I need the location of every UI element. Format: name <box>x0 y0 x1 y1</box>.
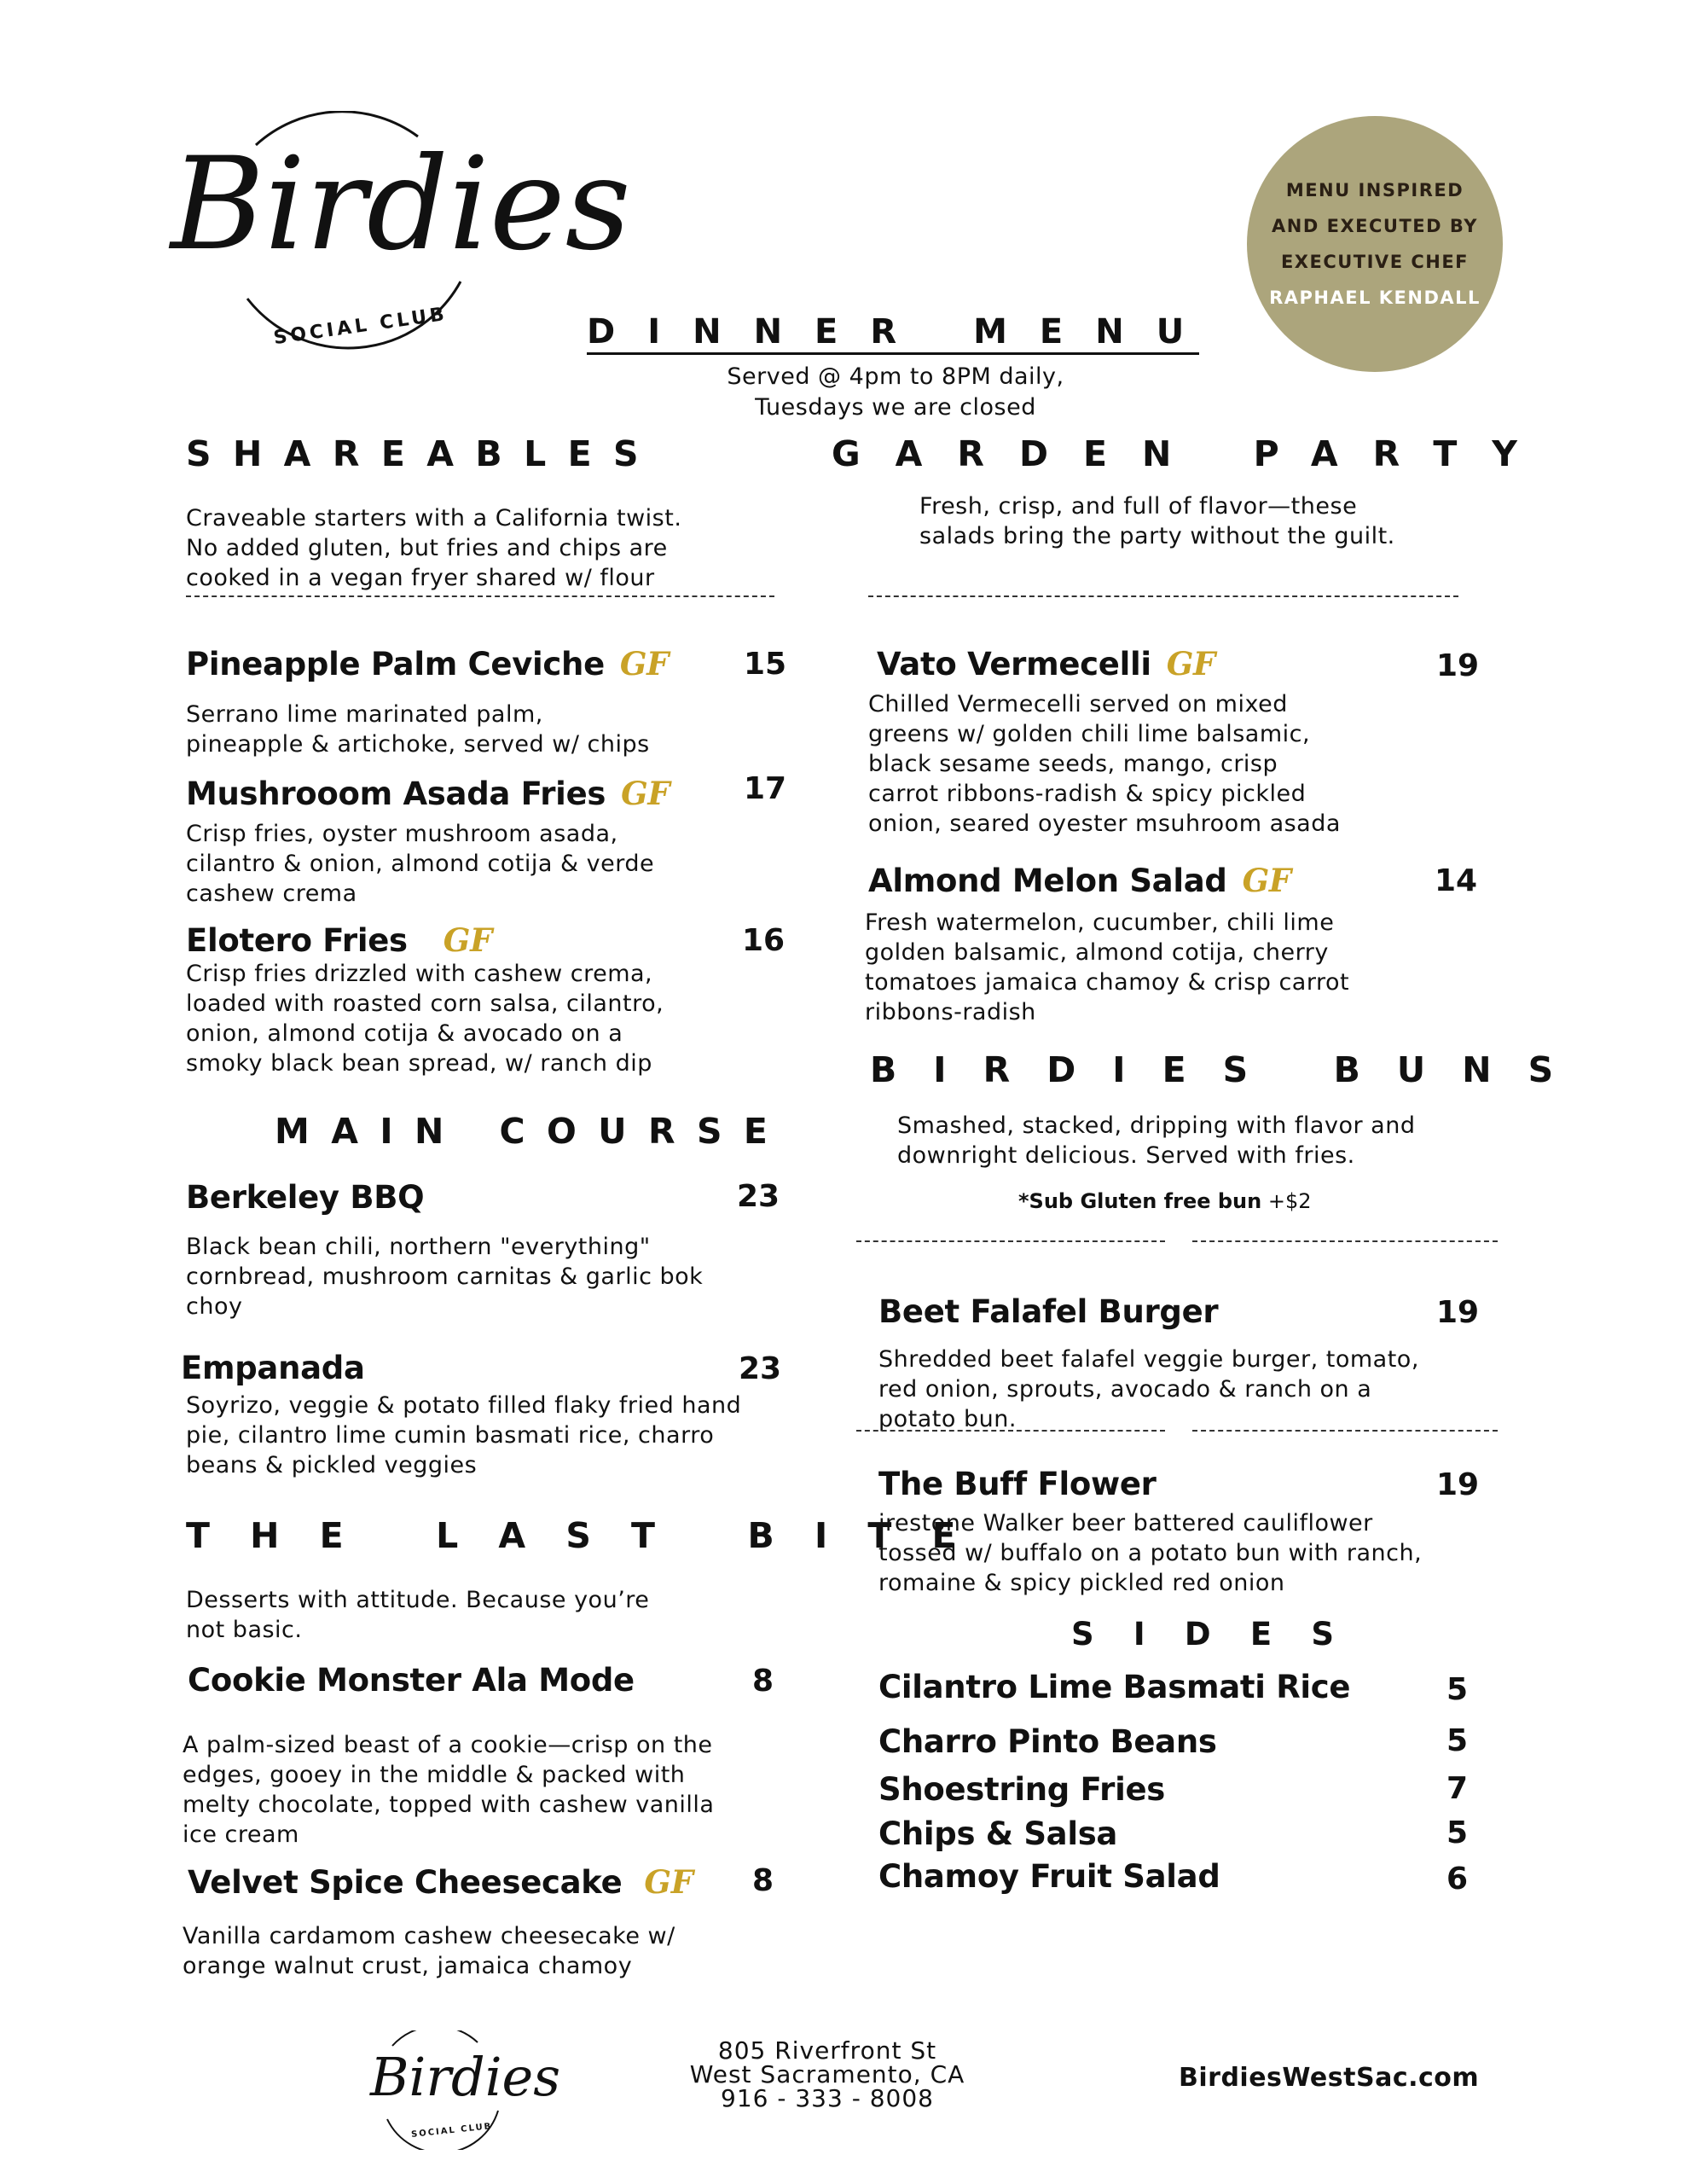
side-item-price: 5 <box>1446 1672 1469 1707</box>
shareables-intro <box>186 503 681 593</box>
intro-line: downright delicious. Served with fries. <box>897 1142 1355 1169</box>
desc-line: Crisp fries drizzled with cashew crema, <box>186 961 653 987</box>
menu-item-name <box>186 775 670 812</box>
menu-item-name <box>188 1863 693 1901</box>
footer-logo <box>358 2030 561 2150</box>
desc-line: Vanilla cardamom cashew cheesecake w/ <box>183 1923 675 1949</box>
badge-line-1: MENU INSPIRED <box>1285 180 1464 200</box>
divider <box>1192 1430 1498 1432</box>
desc-line: Soyrizo, veggie & potato filled flaky fried hand <box>186 1392 742 1419</box>
logo-wordmark: Birdies <box>171 131 631 279</box>
desc-line: ribbons-radish <box>865 999 1036 1025</box>
buns-intro <box>897 1111 1415 1170</box>
website-link[interactable]: BirdiesWestSac.com <box>1179 2063 1480 2093</box>
side-item-name: Cilantro Lime Basmati Rice <box>878 1669 1351 1705</box>
menu-item-price: 19 <box>1436 1467 1480 1502</box>
menu-item-desc <box>186 700 650 759</box>
hours-line-2: Tuesdays we are closed <box>755 394 1036 421</box>
desc-line: red onion, sprouts, avocado & ranch on a <box>878 1376 1372 1403</box>
intro-line: Craveable starters with a California twist. <box>186 505 682 531</box>
menu-item-price: 19 <box>1436 648 1480 683</box>
menu-item-desc <box>186 1391 741 1480</box>
menu-item-desc <box>186 1232 703 1321</box>
desc-line: Black bean chili, northern "everything" <box>186 1234 651 1260</box>
side-item-price: 5 <box>1446 1815 1469 1850</box>
side-item-name: Shoestring Fries <box>878 1771 1166 1808</box>
gf-mark: GF <box>644 1863 693 1901</box>
desc-line: beans & pickled veggies <box>186 1452 478 1478</box>
desc-line: tomatoes jamaica chamoy & crisp carrot <box>865 969 1350 996</box>
item-label: Pineapple Palm Ceviche <box>186 646 605 682</box>
desc-line: potato bun. <box>878 1406 1017 1432</box>
item-label: Almond Melon Salad <box>868 863 1227 899</box>
badge-line-3: EXECUTIVE CHEF <box>1280 252 1470 272</box>
logo <box>162 111 631 367</box>
gf-mark: GF <box>619 645 670 682</box>
divider <box>856 1430 1165 1432</box>
garden-party-intro <box>919 491 1395 551</box>
menu-item-price: 16 <box>742 923 786 958</box>
footer-logo-wordmark: Birdies <box>370 2046 561 2108</box>
desc-line: Fresh watermelon, cucumber, chili lime <box>865 909 1335 936</box>
desc-line: edges, gooey in the middle & packed with <box>183 1762 686 1788</box>
desc-line: pineapple & artichoke, served w/ chips <box>186 731 650 758</box>
menu-item-desc <box>183 1730 714 1850</box>
menu-item-price: 23 <box>737 1179 780 1214</box>
menu-item-name: Empanada <box>181 1350 365 1386</box>
desc-line: Crisp fries, oyster mushroom asada, <box>186 821 618 847</box>
menu-item-desc <box>186 959 664 1078</box>
item-label: Elotero Fries <box>186 922 408 959</box>
title-underline <box>587 352 1199 355</box>
gf-mark: GF <box>621 775 670 812</box>
divider <box>1192 1240 1498 1242</box>
badge-line-2: AND EXECUTED BY <box>1272 216 1478 236</box>
menu-item-desc <box>878 1345 1419 1434</box>
desc-line: cilantro & onion, almond cotija & verde <box>186 851 655 877</box>
menu-item-price: 19 <box>1436 1295 1480 1330</box>
menu-item-price: 17 <box>744 771 787 806</box>
menu-item-desc <box>183 1921 675 1981</box>
side-item-name: Charro Pinto Beans <box>878 1723 1217 1760</box>
menu-item-name: Beet Falafel Burger <box>878 1293 1219 1330</box>
gf-mark: GF <box>1242 862 1291 899</box>
desc-line: golden balsamic, almond cotija, cherry <box>865 939 1329 966</box>
menu-item-name <box>868 862 1291 899</box>
divider <box>856 1240 1165 1242</box>
address-line-2: West Sacramento, CA <box>689 2060 965 2088</box>
desc-line: romaine & spicy pickled red onion <box>878 1570 1285 1596</box>
desc-line: loaded with roasted corn salsa, cilantro, <box>186 990 664 1017</box>
side-item-price: 5 <box>1446 1723 1469 1758</box>
menu-item-price: 8 <box>752 1664 774 1699</box>
desc-line: black sesame seeds, mango, crisp <box>868 751 1278 777</box>
section-title-shareables: SHAREABLES <box>186 433 660 474</box>
desc-line: cornbread, mushroom carnitas & garlic bok <box>186 1263 704 1290</box>
divider <box>868 595 1458 597</box>
footer-logo-tagline: SOCIAL CLUB <box>410 2122 493 2140</box>
desc-line: onion, seared oyester msuhroom asada <box>868 810 1341 837</box>
intro-line: salads bring the party without the guilt. <box>919 523 1395 549</box>
desc-line: pie, cilantro lime cumin basmati rice, charro <box>186 1422 715 1449</box>
desc-line: orange walnut crust, jamaica chamoy <box>183 1953 633 1979</box>
intro-line: cooked in a vegan fryer shared w/ flour <box>186 565 655 591</box>
desc-line: carrot ribbons-radish & spicy pickled <box>868 781 1307 807</box>
item-label: Velvet Spice Cheesecake <box>188 1864 623 1901</box>
logo-tagline: SOCIAL CLUB <box>272 303 449 350</box>
section-title-sides: SIDES <box>1071 1616 1374 1653</box>
menu-item-price: 14 <box>1435 863 1478 898</box>
desc-line: melty chocolate, topped with cashew vanilla <box>183 1792 715 1818</box>
item-label: Vato Vermecelli <box>877 646 1151 682</box>
menu-item-name <box>186 645 669 682</box>
menu-item-desc <box>865 908 1349 1027</box>
menu-item-name: Berkeley BBQ <box>186 1179 425 1216</box>
desc-line: Shredded beet falafel veggie burger, tomato, <box>878 1346 1419 1373</box>
phone-number: 916 - 333 - 8008 <box>721 2084 934 2112</box>
gluten-free-sub-note <box>1018 1189 1312 1213</box>
side-item-name: Chamoy Fruit Salad <box>878 1858 1220 1895</box>
menu-item-name: Cookie Monster Ala Mode <box>188 1662 635 1699</box>
side-item-price: 6 <box>1446 1862 1469 1896</box>
last-bite-intro <box>186 1585 649 1645</box>
desc-line: Chilled Vermecelli served on mixed <box>868 691 1288 717</box>
sub-label: *Sub Gluten free bun <box>1018 1189 1262 1213</box>
page-title: DINNER MENU <box>587 312 1217 351</box>
intro-line: Fresh, crisp, and full of flavor—these <box>919 493 1358 520</box>
sub-price: +$2 <box>1267 1189 1312 1213</box>
desc-line: greens w/ golden chili lime balsamic, <box>868 721 1311 747</box>
menu-item-price: 8 <box>752 1863 774 1898</box>
footer-address <box>665 2036 989 2112</box>
desc-line: onion, almond cotija & avocado on a <box>186 1020 623 1047</box>
section-title-last-bite: THE LAST BITE <box>186 1515 996 1556</box>
address-line-1: 805 Riverfront St <box>717 2036 937 2065</box>
menu-item-name: The Buff Flower <box>878 1466 1157 1502</box>
intro-line: not basic. <box>186 1617 303 1643</box>
gf-mark: GF <box>1166 645 1216 682</box>
badge-chef-name: RAPHAEL KENDALL <box>1269 288 1481 308</box>
menu-item-name <box>186 921 492 959</box>
intro-line: Desserts with attitude. Because you’re <box>186 1587 650 1613</box>
side-item-price: 7 <box>1446 1771 1469 1806</box>
desc-line: ice cream <box>183 1821 299 1848</box>
item-label: Mushrooom Asada Fries <box>186 775 606 812</box>
side-item-name: Chips & Salsa <box>878 1815 1118 1852</box>
intro-line: No added gluten, but fries and chips are <box>186 535 668 561</box>
desc-line: smoky black bean spread, w/ ranch dip <box>186 1050 652 1077</box>
menu-item-desc <box>868 689 1341 839</box>
desc-line: irestone Walker beer battered cauliflower <box>878 1510 1373 1536</box>
hours-line-1: Served @ 4pm to 8PM daily, <box>727 363 1064 390</box>
section-title-garden-party: GARDEN PARTY <box>832 433 1552 474</box>
desc-line: choy <box>186 1293 243 1320</box>
divider <box>186 595 774 597</box>
chef-badge <box>1247 116 1503 372</box>
menu-item-price: 23 <box>739 1351 782 1386</box>
desc-line: A palm-sized beast of a cookie—crisp on the <box>183 1732 713 1758</box>
menu-item-price: 15 <box>744 647 787 682</box>
desc-line: cashew crema <box>186 880 357 907</box>
section-title-main-course: MAIN COURSE <box>275 1111 790 1152</box>
desc-line: Serrano lime marinated palm, <box>186 701 543 728</box>
menu-item-desc <box>878 1508 1422 1598</box>
menu-item-desc <box>186 819 654 909</box>
section-title-birdies-buns: BIRDIES BUNS <box>870 1049 1591 1090</box>
intro-line: Smashed, stacked, dripping with flavor and <box>897 1112 1416 1139</box>
menu-item-name <box>877 645 1215 682</box>
gf-mark: GF <box>443 921 493 959</box>
desc-line: tossed w/ buffalo on a potato bun with ranch, <box>878 1540 1423 1566</box>
